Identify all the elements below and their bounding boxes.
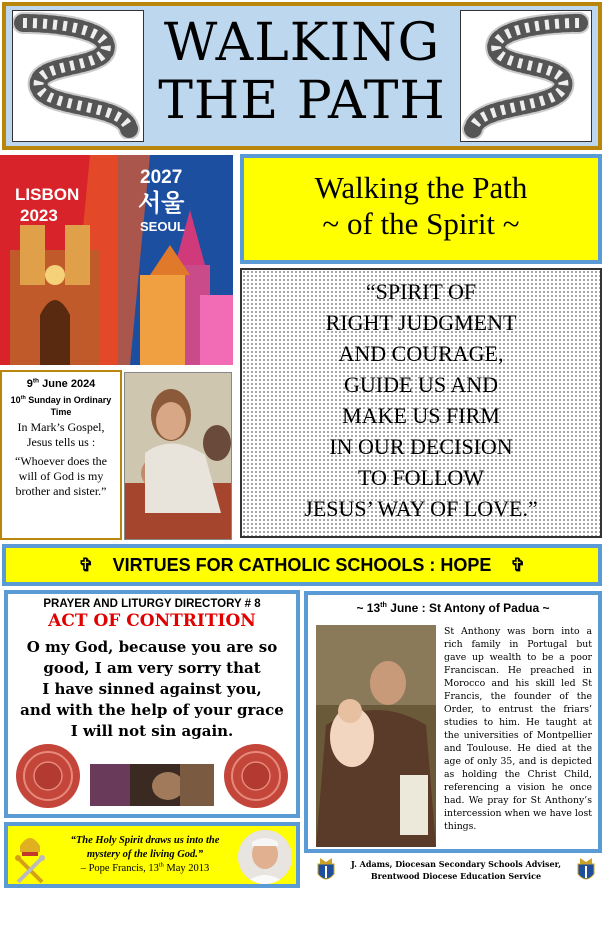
cross-icon: ✞ [510, 555, 526, 575]
credit-text [340, 858, 572, 882]
poster-seoul-city: SEOUL [140, 219, 185, 234]
pope-francis-portrait [238, 830, 292, 884]
pope-quote-attribution: – Pope Francis, 13th May 2013 [80, 861, 210, 874]
diocese-crest-icon [314, 856, 338, 886]
virtues-label: VIRTUES FOR CATHOLIC SCHOOLS : HOPE [112, 555, 492, 575]
quote-line: IN OUR DECISION [329, 434, 513, 459]
spirit-title-box [240, 154, 602, 264]
wax-seal-icon [222, 742, 290, 810]
prayer-line: and with the help of your grace [20, 701, 284, 719]
stone-path-illustration-left [12, 10, 144, 142]
antony-biography: St Anthony was born into a rich family in Portugal but gave up wealth to be a poor Franciscan. He preached in Morocco and his skill led St Francis, the founder of the Order, to entrust the friars’ studies to him. He taught at the universities of Montpellier and Toulouse. He died at the age of only 35, and is depicted as holding the Christ Child, referencing a vision he once had. We pray for St Anthony’s intercession when we have lost things. [444, 626, 592, 832]
credit-line2: Brentwood Diocese Education Service [370, 871, 542, 881]
gospel-quote: “Whoever does the will of God is my brother and sister.” [15, 454, 107, 498]
credit-line1: J. Adams, Diocesan Secondary Schools Adviser, [350, 859, 562, 869]
quote-line: JESUS’ WAY OF LOVE.” [304, 496, 538, 521]
credit-footer [310, 856, 602, 890]
prayer-line: I will not sin again. [70, 722, 234, 740]
spirit-title-line2: ~ of the Spirit ~ [322, 206, 520, 241]
gospel-date: 9th June 2024 [26, 377, 96, 390]
pope-quote-text: “The Holy Spirit draws us into the mystery of the living God.” [70, 835, 220, 860]
quote-line: TO FOLLOW [357, 465, 485, 490]
pope-quote [56, 834, 234, 876]
prayer-text [8, 637, 296, 742]
gospel-box [0, 370, 122, 540]
header-banner [2, 2, 602, 150]
spirit-prayer-quote [240, 268, 602, 538]
gospel-intro: In Mark’s Gospel, Jesus tells us : [17, 420, 105, 449]
poster-lisbon-text: LISBON [15, 185, 80, 204]
prayer-line: O my God, because you are so [26, 638, 278, 656]
quote-line: “SPIRIT OF [365, 279, 477, 304]
poster-seoul-korean: 서울 [138, 189, 185, 217]
cross-icon: ✞ [78, 555, 94, 575]
pope-quote-box [4, 822, 300, 888]
poster-seoul-year: 2027 [140, 167, 183, 188]
quote-line: MAKE US FIRM [342, 403, 500, 428]
diocese-crest-icon [574, 856, 598, 886]
prayer-line: good, I am very sorry that [43, 659, 261, 677]
main-title-line1: WALKING [163, 13, 441, 73]
main-title-line2: THE PATH [158, 71, 446, 131]
world-youth-day-poster [0, 155, 233, 365]
spirit-title-line1: Walking the Path [314, 170, 528, 205]
prayer-title: ACT OF CONTRITION [48, 611, 256, 631]
prayer-directory-heading: PRAYER AND LITURGY DIRECTORY # 8 [43, 598, 261, 610]
antony-heading: ~ 13th June : St Antony of Padua ~ [356, 600, 550, 615]
wax-seal-icon [14, 742, 82, 810]
poster-lisbon-year: 2023 [20, 206, 58, 225]
st-antony-painting [316, 625, 436, 847]
prayer-box [4, 590, 300, 818]
confession-photo [90, 764, 214, 806]
prayer-line: I have sinned against you, [42, 680, 262, 698]
jesus-embrace-painting [124, 372, 232, 540]
gospel-sunday: 10th Sunday in Ordinary Time [10, 395, 112, 417]
virtues-banner [2, 544, 602, 586]
stone-path-illustration-right [460, 10, 592, 142]
quote-line: RIGHT JUDGMENT [325, 310, 517, 335]
st-antony-box [304, 591, 602, 853]
quote-line: AND COURAGE, [338, 341, 504, 366]
main-title [156, 14, 448, 130]
quote-line: GUIDE US AND [344, 372, 498, 397]
papal-keys-emblem-icon [12, 830, 48, 884]
